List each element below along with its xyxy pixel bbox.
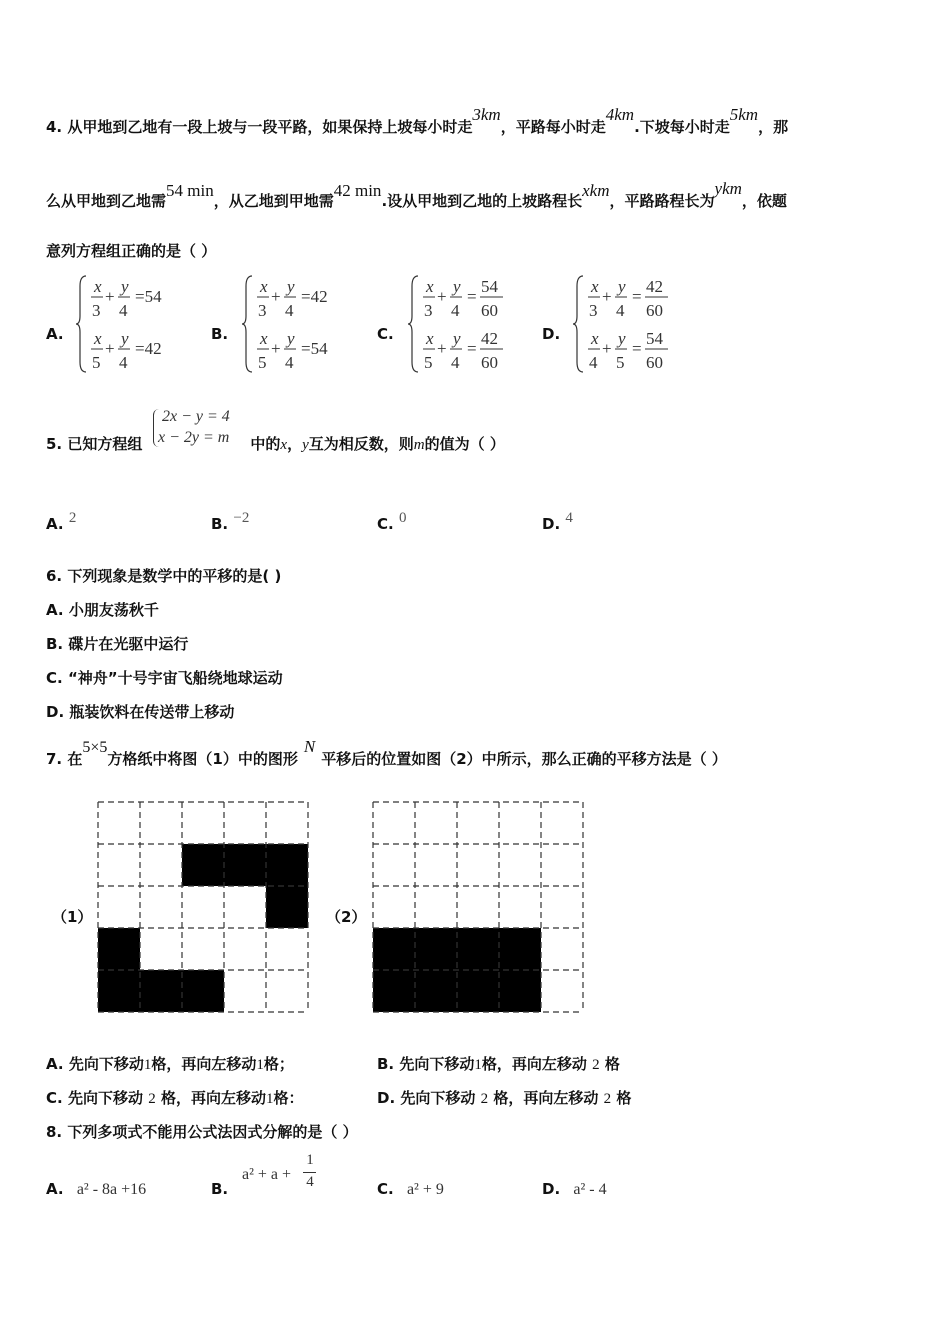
q4-text: ，平路每小时走 [500,118,606,136]
eq-rhs-numerator: 54 [481,277,498,296]
eq-denominator: 4 [119,353,128,372]
q5-option-value: −2 [233,510,250,526]
q7-figure-2-grid [372,801,586,1015]
system-brace [408,276,418,372]
q6-option-label: B. [46,635,64,653]
q4-option-c-label: C. [377,325,394,343]
q8-option-b-denominator: 4 [306,1174,314,1190]
q4-var-x: xkm [582,181,610,200]
q5-var-y: y [302,437,309,453]
q5-text: ， [287,435,303,453]
q4-text: .下坡每小时走 [634,118,730,136]
plus-sign: + [602,287,612,306]
q7-option-number: 1 [265,1091,274,1107]
q4-option-d-system [573,272,693,376]
q7-stem [46,737,727,769]
q8-stem [46,1121,358,1142]
q4-speed-up: 3km [472,105,501,124]
q5-text: 的值为（ ） [424,435,505,453]
q6-option-c [46,667,283,688]
q7-shape-name: N [303,737,316,756]
eq-rhs: =42 [301,287,328,306]
q8-option-expr: a² - 4 [573,1181,607,1198]
q8-option-expr: a² + 9 [406,1181,444,1198]
q6-option-a [46,599,159,620]
eq-denominator: 4 [285,301,294,320]
eq-denominator: 4 [589,353,598,372]
q7-option-text: 格，再向左移动 [151,1055,257,1073]
system-brace [242,276,252,372]
grid-filled-cell [415,928,457,970]
plus-sign: + [437,287,447,306]
q4-text: ，平路路程长为 [609,192,715,210]
q6-number: 6. [46,567,63,585]
q6-option-text: 碟片在光驱中运行 [68,635,189,653]
plus-sign: + [437,339,447,358]
eq-rhs-denominator: 60 [481,353,498,372]
q4-option-c-system [408,272,528,376]
equals-sign: = [632,339,642,358]
eq-numerator: x [260,329,268,348]
eq-denominator: 4 [616,301,625,320]
grid-filled-cell [415,970,457,1012]
q8-option-b-fraction-bar [303,1172,316,1173]
q6-option-label: C. [46,669,63,687]
plus-sign: + [105,339,115,358]
q4-text: 么从甲地到乙地需 [46,192,167,210]
q5-option-a [46,510,77,534]
grid-filled-cell [182,844,224,886]
eq-numerator: x [426,277,434,296]
q5-option-value: 2 [68,510,77,526]
q8-stem-text: 下列多项式不能用公式法因式分解的是（ ） [67,1123,358,1141]
eq-numerator: x [94,277,102,296]
eq-denominator: 4 [285,353,294,372]
q5-option-label: C. [377,515,394,533]
q8-option-b-label: B. [211,1180,229,1198]
q4-text: ，那 [758,118,789,136]
q7-option-a [46,1053,294,1074]
q5-option-label: D. [542,515,561,533]
eq-numerator: x [94,329,102,348]
eq-denominator: 3 [424,301,433,320]
eq-numerator: x [591,277,599,296]
q6-option-text: 瓶装饮料在传送带上移动 [69,703,235,721]
q7-option-text: 格： [273,1089,304,1107]
eq-numerator: x [591,329,599,348]
q7-option-text: 格； [263,1055,294,1073]
eq-rhs-numerator: 42 [646,277,663,296]
eq-denominator: 4 [119,301,128,320]
q8-option-b-numerator: 1 [306,1152,314,1168]
q8-option-expr: a² - 8a +16 [76,1181,147,1198]
equals-sign: = [467,287,477,306]
q7-option-number: 1 [143,1057,152,1073]
q6-option-text: “神舟”十号宇宙飞船绕地球运动 [67,669,283,687]
q8-option-c [377,1180,444,1199]
q4-text: ，从乙地到甲地需 [213,192,334,210]
q4-text: ，依题 [741,192,787,210]
eq-rhs: =54 [135,287,162,306]
grid-filled-cell [373,928,415,970]
q5-text: 中的 [250,435,281,453]
q7-figure-1-grid [97,801,311,1015]
q4-option-b-system [242,272,362,376]
q8-option-a [46,1180,146,1199]
q4-text: .设从甲地到乙地的上坡路程长 [381,192,583,210]
q7-option-c [46,1087,303,1108]
eq-numerator: y [121,277,129,296]
q4-text: 从甲地到乙地有一段上坡与一段平路，如果保持上坡每小时走 [67,118,473,136]
q7-option-number: 2 [480,1091,489,1107]
q5-stem [46,433,505,454]
grid-filled-cell [457,928,499,970]
q7-option-b [377,1053,620,1074]
eq-rhs-denominator: 60 [646,353,663,372]
q6-stem-text: 下列现象是数学中的平移的是( ) [67,567,282,585]
q6-option-text: 小朋友荡秋千 [68,601,159,619]
eq-rhs: =42 [135,339,162,358]
plus-sign: + [271,287,281,306]
q4-number: 4. [46,118,63,136]
eq-rhs-numerator: 42 [481,329,498,348]
eq-rhs: =54 [301,339,328,358]
equals-sign: = [632,287,642,306]
grid-filled-cell [266,844,308,886]
q4-line-1 [46,105,789,137]
q8-option-b-expr: a² + a + [242,1166,292,1183]
q8-option-label: D. [542,1180,561,1198]
q4-option-a-label: A. [46,325,64,343]
q7-option-label: C. [46,1089,63,1107]
eq-denominator: 4 [451,301,460,320]
eq-denominator: 5 [258,353,267,372]
q6-stem [46,565,281,586]
q4-speed-down: 5km [729,105,759,124]
q5-option-value: 4 [565,510,573,526]
q7-option-text: 先向下移动 [399,1055,475,1073]
grid-filled-cell [266,886,308,928]
eq-denominator: 5 [92,353,101,372]
q7-option-text: 先向下移动 [67,1089,143,1107]
q5-number: 5. [46,435,63,453]
eq-denominator: 5 [616,353,625,372]
q4-option-a-system [76,272,196,376]
q7-option-number: 2 [592,1057,600,1073]
eq-numerator: x [426,329,434,348]
q5-var-m: m [413,437,425,453]
eq-denominator: 3 [258,301,267,320]
q5-option-c [377,510,407,534]
q7-figure-2-label: （2） [326,908,367,926]
grid-filled-cell [373,970,415,1012]
q7-option-text: 格 [616,1089,632,1107]
q8-option-label: A. [46,1180,64,1198]
q5-var-x: x [280,437,288,453]
grid-filled-cell [499,928,541,970]
plus-sign: + [105,287,115,306]
q4-line-3: 意列方程组正确的是（ ） [46,242,217,260]
q5-system-eq2: x − 2y = m [158,429,230,446]
q5-system-eq1: 2x − y = 4 [162,408,230,425]
q6-option-b [46,633,188,654]
grid-filled-cell [98,970,140,1012]
eq-denominator: 3 [92,301,101,320]
grid-filled-cell [457,970,499,1012]
q4-time-ab: 54 min [166,181,214,200]
q7-option-label: D. [377,1089,396,1107]
eq-numerator: y [287,329,295,348]
q7-text: 在 [67,750,83,768]
q7-option-label: B. [377,1055,395,1073]
equals-sign: = [467,339,477,358]
q5-text: 已知方程组 [67,435,143,453]
q7-option-text: 格，再向左移动 [160,1089,266,1107]
q5-option-label: A. [46,515,64,533]
q7-figure-1-label: （1） [52,908,93,926]
q7-option-text: 格，再向左移动 [481,1055,587,1073]
grid-filled-cell [98,928,140,970]
eq-numerator: y [453,277,461,296]
q7-grid-size: 5×5 [82,739,108,756]
eq-numerator: y [287,277,295,296]
q4-time-ba: 42 min [333,181,382,200]
q8-option-label: C. [377,1180,394,1198]
eq-denominator: 4 [451,353,460,372]
grid-filled-cell [499,970,541,1012]
plus-sign: + [271,339,281,358]
grid-filled-cell [224,844,266,886]
q6-option-label: D. [46,703,65,721]
q7-option-number: 2 [148,1091,156,1107]
q5-text: 互为相反数，则 [308,435,414,453]
q7-option-number: 1 [256,1057,264,1073]
q5-option-label: B. [211,515,229,533]
eq-numerator: y [618,329,626,348]
eq-rhs-denominator: 60 [646,301,663,320]
q7-number: 7. [46,750,63,768]
q7-option-d [377,1087,631,1108]
q7-option-text: 格，再向左移动 [493,1089,599,1107]
q8-number: 8. [46,1123,63,1141]
q6-option-d [46,701,234,722]
q7-option-number: 1 [474,1057,482,1073]
q7-option-number: 2 [603,1091,612,1107]
eq-numerator: y [453,329,461,348]
plus-sign: + [602,339,612,358]
eq-denominator: 3 [589,301,598,320]
q4-option-b-label: B. [211,325,229,343]
q7-option-text: 格 [604,1055,620,1073]
grid-filled-cell [140,970,182,1012]
q4-option-d-label: D. [542,325,561,343]
eq-rhs-numerator: 54 [646,329,663,348]
eq-numerator: y [618,277,626,296]
q7-text: 平移后的位置如图（2）中所示，那么正确的平移方法是（ ） [321,750,727,768]
q7-text: 方格纸中将图（1）中的图形 [107,750,298,768]
q7-option-text: 先向下移动 [68,1055,144,1073]
q4-line-2 [46,179,787,211]
eq-denominator: 5 [424,353,433,372]
q4-speed-flat: 4km [605,105,635,124]
q6-option-label: A. [46,601,64,619]
q5-option-b [211,510,250,534]
q7-option-label: A. [46,1055,64,1073]
eq-numerator: y [121,329,129,348]
q7-option-text: 先向下移动 [400,1089,476,1107]
q8-option-d [542,1180,607,1199]
q4-var-y: ykm [714,179,742,198]
q5-option-value: 0 [398,510,407,526]
grid-filled-cell [182,970,224,1012]
q5-option-d [542,510,573,534]
system-brace [573,276,583,372]
system-brace [76,276,86,372]
eq-numerator: x [260,277,268,296]
eq-rhs-denominator: 60 [481,301,498,320]
